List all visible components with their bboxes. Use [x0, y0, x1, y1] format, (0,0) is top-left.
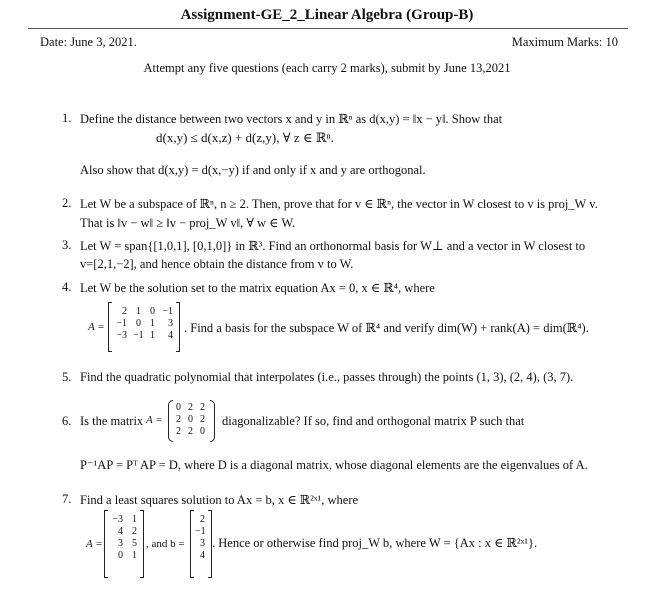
question-6-task: diagonalizable? If so, find and orthogonal matrix P such that	[222, 414, 525, 428]
question-5-text: Find the quadratic polynomial that interpolates (i.e., passes through) the points (1, 3), (2, 4), (3, 7).	[80, 370, 574, 384]
matrix-entry: 3	[118, 538, 123, 549]
question-4-number: 4.	[62, 280, 72, 294]
question-4-matrix	[112, 306, 176, 342]
instructions: Attempt any five questions (each carry 2 marks), submit by June 13,2021	[143, 61, 511, 75]
question-7-matrix-label: A =	[86, 538, 103, 550]
matrix-entry: 4	[118, 526, 123, 537]
matrix-entry: 2	[122, 306, 127, 317]
matrix-entry: 0	[200, 426, 205, 437]
matrix-entry: 0	[118, 550, 123, 561]
matrix-entry: −1	[116, 318, 127, 329]
question-6-matrix-label: A =	[146, 414, 163, 426]
question-4-right-bracket	[176, 302, 180, 352]
matrix-entry: −3	[116, 330, 127, 341]
matrix-entry: 2	[132, 526, 137, 537]
matrix-entry: 2	[200, 402, 205, 413]
question-1-orthogonal-text: Also show that d(x,y) = d(x,−y) if and only if x and y are orthogonal.	[80, 163, 426, 177]
matrix-entry: 1	[136, 306, 141, 317]
question-7-right-bracket	[140, 510, 144, 578]
maximum-marks: Maximum Marks: 10	[511, 35, 618, 49]
question-6-text: Is the matrix	[80, 414, 144, 428]
matrix-entry: 0	[188, 414, 193, 425]
question-5-number: 5.	[62, 370, 72, 384]
matrix-entry: 2	[176, 414, 181, 425]
question-4-matrix-label: A =	[88, 321, 105, 333]
question-4-task: . Find a basis for the subspace W of ℝ⁴ and verify dim(W) + rank(A) = dim(ℝ⁴).	[184, 321, 589, 335]
matrix-entry: 4	[168, 330, 173, 341]
matrix-entry: 5	[132, 538, 137, 549]
question-2-inequality: That is ‖v − w‖ ≥ ‖v − proj_W v‖, ∀ w ∈ W.	[80, 216, 296, 230]
matrix-entry: 3	[168, 318, 173, 329]
question-7-text: Find a least squares solution to Ax = b, x ∈ ℝ²ˣ¹, where	[80, 493, 359, 507]
matrix-entry: −1	[162, 306, 173, 317]
question-7-b-label: , and b =	[146, 538, 185, 550]
question-3-number: 3.	[62, 238, 72, 252]
matrix-entry: 2	[188, 426, 193, 437]
question-7-vector-b	[192, 514, 208, 562]
question-1-number: 1.	[62, 111, 72, 125]
question-2-number: 2.	[62, 196, 72, 210]
title-divider	[28, 28, 628, 29]
matrix-entry: 1	[132, 550, 137, 561]
question-6-matrix	[172, 402, 208, 438]
matrix-entry: 1	[150, 330, 155, 341]
matrix-entry: 4	[200, 550, 205, 561]
matrix-entry: 2	[200, 414, 205, 425]
question-6-number: 6.	[62, 414, 72, 428]
matrix-entry: 2	[188, 402, 193, 413]
question-2-text: Let W be a subspace of ℝⁿ, n ≥ 2. Then, prove that for v ∈ ℝⁿ, the vector in W closest to v is proj_W v.	[80, 197, 598, 211]
matrix-entry: 1	[132, 514, 137, 525]
matrix-entry: 3	[200, 538, 205, 549]
matrix-entry: 2	[200, 514, 205, 525]
question-1-inequality: d(x,y) ≤ d(x,z) + d(z,y), ∀ z ∈ ℝⁿ.	[156, 130, 334, 145]
matrix-entry: 0	[136, 318, 141, 329]
question-7-matrix-a	[108, 514, 140, 562]
matrix-entry: 1	[150, 318, 155, 329]
question-3-text-cont: v=[2,1,−2], and hence obtain the distance from v to W.	[80, 257, 354, 271]
page-title: Assignment-GE_2_Linear Algebra (Group-B)	[180, 7, 474, 23]
question-6-definition: P⁻¹AP = Pᵀ AP = D, where D is a diagonal matrix, whose diagonal elements are the eigenvalues of A.	[80, 458, 588, 472]
question-1-text: Define the distance between two vectors x and y in ℝⁿ as d(x,y) = ‖x − y‖. Show that	[80, 112, 503, 126]
assignment-date: Date: June 3, 2021.	[40, 35, 137, 49]
question-7-number: 7.	[62, 492, 72, 506]
matrix-entry: 0	[150, 306, 155, 317]
question-3-text: Let W = span{[1,0,1], [0,1,0]} in ℝ³. Find an orthonormal basis for W⊥ and a vector in W closest to	[80, 239, 586, 253]
matrix-entry: 2	[176, 426, 181, 437]
question-4-text: Let W be the solution set to the matrix equation Ax = 0, x ∈ ℝ⁴, where	[80, 281, 435, 295]
matrix-entry: −3	[112, 514, 123, 525]
matrix-entry: −1	[133, 330, 144, 341]
question-6-right-paren	[210, 400, 215, 442]
matrix-entry: 0	[176, 402, 181, 413]
question-7-task: . Hence or otherwise find proj_W b, where W = {Ax : x ∈ ℝ²ˣ¹}.	[212, 536, 538, 550]
matrix-entry: −1	[195, 526, 206, 537]
